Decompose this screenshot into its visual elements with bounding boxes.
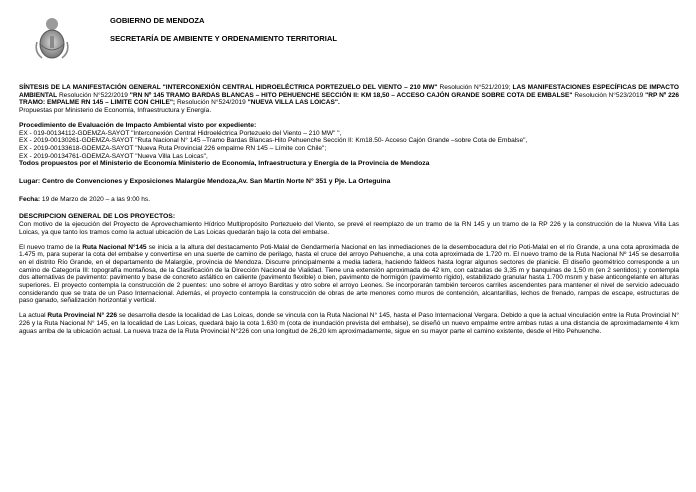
expediente-4: EX - 2019-00134761-GDEMZA-SAYOT "Nueva Villa Las Loicas", bbox=[19, 152, 208, 160]
synthesis-title: SÍNTESIS DE LA MANIFESTACIÓN GENERAL "INTERCONEXIÓN CENTRAL HIDROELÉCTRICA PORTEZUELO DEL VIENTO – 210 MW" bbox=[19, 84, 438, 91]
expediente-3: EX - 2019-00133618-GDEMZA-SAYOT "Nueva Ruta Provincial 226 empalme RN 145 – Límite con Chile"; bbox=[19, 144, 327, 152]
rn145-paragraph: El nuevo tramo de la Ruta Nacional N°145 se inicia a la altura del destacamento Poti-Malal de Gendarmería Nacional en las inmediaciones de la desembocadura del río Poti-Malal en el río Grande, a una cota aproximada de 1.475 m, para superar la cota del embalse y convertirse en una suerte de camino de perilago, hasta el cruce del arroyo Pehuenche, a una cota aproximada de 1.720 m. El nuevo tramo de la Ruta Nacional Nº 145 se desarrolla en el distrito Río Grande, en el departamento de Malargüe, provincia de Mendoza. Discurre principalmente a media ladera, haciendo faldeos hasta lograr algunos sectores de planicie. El diseño geométrico corresponde a un camino de Categoría III: topografía montañosa, de la Clasificación de la Dirección Nacional de Vialidad. Tiene una extensión aproximada de 42 km, con calzadas de 3,35 m y banquinas de 1,50 m (en 2 sentidos); y contempla dos alternativas de pavimento: pavimento y base de concreto asfáltico en caliente (pavimento flexible) o bien, pavimento de hormigón (pavimento rígido), estabilizado granular hasta 1.700 msnm y base anticongelante en alturas superiores. El proyecto contempla la construcción de 2 puentes: uno sobre el arroyo Barditas y otro sobre el arroyo Leones. Se incorporarán también terceros carriles ascendentes para mantener el nivel de servicio adecuado considerando que se trata de un Paso Internacional. Además, el proyecto contempla la construcción de obras de arte menores como muros de contención, alcantarillas, lechos de frenado, rampas de escape, estructuras de paso ganado, señalización horizontal y vertical. bbox=[19, 243, 679, 305]
date-line: Fecha: 19 de Marzo de 2020 – a las 9:00 hs. bbox=[19, 195, 151, 203]
letterhead bbox=[18, 10, 678, 70]
proposed-all: Todos propuestos por el Ministerio de Economía Ministerio de Economía, Infraestructura y Energía de la Provincia de Mendoza bbox=[19, 160, 430, 168]
coat-of-arms-icon bbox=[34, 16, 70, 62]
procedure-title: Procedimiento de Evaluación de Impacto Ambiental visto por expediente: bbox=[19, 121, 257, 129]
description-title: DESCRIPCION GENERAL DE LOS PROYECTOS: bbox=[19, 213, 176, 221]
place: Lugar: Centro de Convenciones y Exposiciones Malargüe Mendoza,Av. San Martín Norte N° 351 y Pje. La Orteguina bbox=[19, 178, 391, 186]
synthesis-paragraph: SÍNTESIS DE LA MANIFESTACIÓN GENERAL "INTERCONEXIÓN CENTRAL HIDROELÉCTRICA PORTEZUELO DEL VIENTO – 210 MW" Resolución N°521/2019; LAS MANIFESTACIONES ESPECÍFICAS DE IMPACTO AMBIENTAL Resolución N°522/2019 "RN Nº 145 TRAMO BARDAS BLANCAS – HITO PEHUENCHE SECCIÓN II: KM 18,50 – ACCESO CAJÓN GRANDE SOBRE COTA DE EMBALSE" Resolución N°523/2019 "RP Nº 226 TRAMO: EMPALME RN 145 – LIMITE CON CHILE"; Resolución N°524/2019 "NUEVA VILLA LAS LOICAS". bbox=[19, 84, 680, 107]
government-name: GOBIERNO DE MENDOZA bbox=[110, 16, 205, 25]
secretariat-name: SECRETARÍA DE AMBIENTE Y ORDENAMIENTO TERRITORIAL bbox=[110, 34, 337, 43]
rp226-paragraph: La actual Ruta Provincial N° 226 se desarrolla desde la localidad de Las Loicas, donde se vincula con la Ruta Nacional N° 145, hasta el Paso Internacional Vergara. Debido a que la actual vinculación entre la Ruta Provincial N° 226 y la Ruta Nacional N° 145, en la localidad de Las Loicas, quedará bajo la cota 1.630 m (cota de inundación prevista del embalse), se diseñó un nuevo empalme entre ambas rutas a una distancia de aproximadamente 4 km aguas arriba de la ubicación actual. La nueva traza de la Ruta Provincial N°226 con una longitud de 26,20 km aproximadamente, sigue en su mayor parte el camino existente, desde el Hito Pehuenche. bbox=[19, 312, 679, 335]
expediente-2: EX - 2019-00130261-GDEMZA-SAYOT "Ruta Nacional N° 145 –Tramo Bardas Blancas-Hito Pehuenche Sección II: Km18.50- Acceso Cajón Grande –sobre Cota de Embalse", bbox=[19, 137, 528, 145]
expediente-1: EX - 019-00134112-GDEMZA-SAYOT "Interconexión Central Hidroeléctrica Portezuelo del Viento – 210 MW" ", bbox=[19, 129, 342, 137]
document-body bbox=[19, 84, 679, 335]
proposed-by: Propuestas por Ministerio de Economía, Infraestructura y Energía. bbox=[19, 107, 212, 115]
description-intro: Con motivo de la ejecución del Proyecto de Aprovechamiento Hídrico Multipropósito Portezuelo del Viento, se prevé el reemplazo de un tramo de la RN 145 y un tramo de la RP 226 y la construcción de la Nueva Villa Las Loicas, ya que tanto los tramos como la actual ubicación de Las Loicas quedarán bajo la cota del embalse. bbox=[19, 221, 679, 236]
